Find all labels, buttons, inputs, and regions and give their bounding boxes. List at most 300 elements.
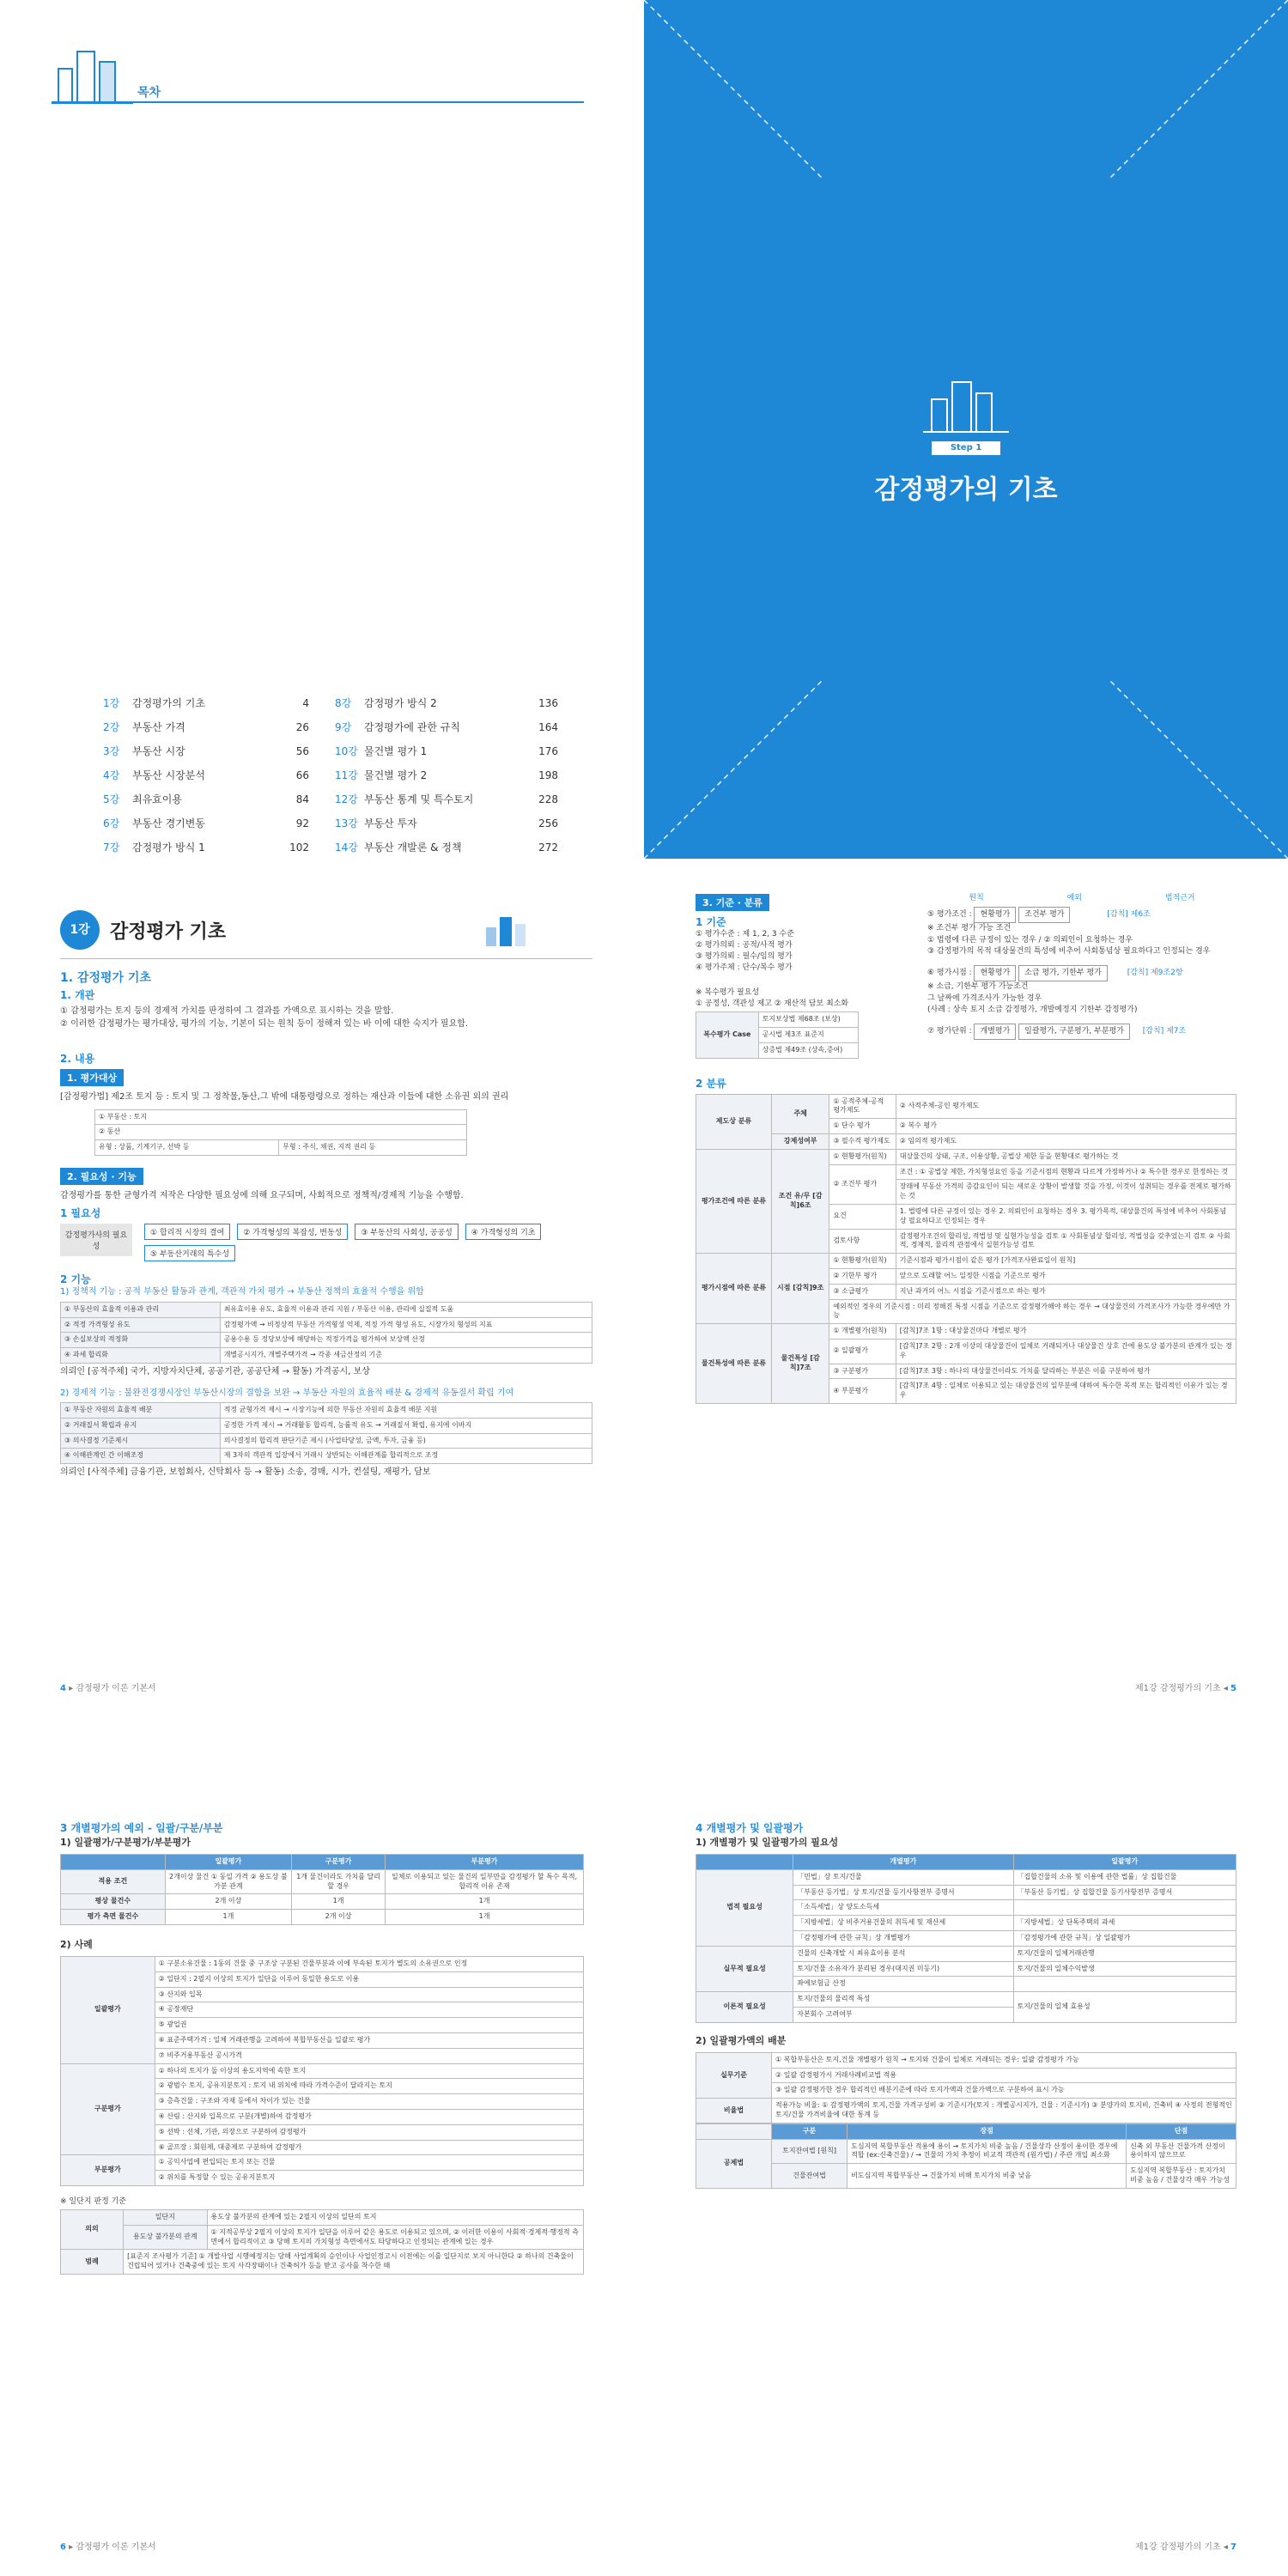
table-cell: 평가시점에 따른 분류 — [696, 1254, 772, 1324]
cover-step-badge: Step 1 — [932, 441, 1000, 455]
table-header: 장점 — [848, 2123, 1127, 2139]
toc-item[interactable] — [335, 691, 558, 715]
table-cell: 토지/건물 소유자가 분리된 경우(대지권 미등기) — [793, 1961, 1013, 1977]
section-h1-1: 1. 개관 — [60, 989, 95, 1001]
table-cell: 신축 외 부동산 건물가격 산정이 용이하지 않으므로 — [1127, 2139, 1236, 2164]
table-row — [696, 2164, 1236, 2189]
alloc-heading: 2) 일괄평가액의 배분 — [696, 2034, 787, 2046]
table-cell: 물건특성 [감칙]7조 — [772, 1324, 829, 1404]
basis-item: ④ 평가주체 : 단수/복수 평가 — [696, 963, 793, 973]
subsection-need: 2. 필요성 · 기능 — [60, 1168, 143, 1185]
table-cell: 물건특성에 따른 분류 — [696, 1324, 772, 1404]
table-row — [696, 1254, 1236, 1269]
toc-list-left — [103, 691, 309, 859]
toc-page: 256 — [538, 817, 558, 829]
table-row — [696, 2099, 1236, 2123]
toc-page: 164 — [538, 721, 558, 733]
table-cell: 공정한 가격 제시 → 거래활동 합리적, 능률적 유도 → 거래질서 확립, 유지에 이바지 — [220, 1418, 592, 1433]
table-row — [61, 1418, 592, 1433]
table-row — [61, 1910, 584, 1925]
toc-chapter: 10강 — [335, 745, 358, 757]
table-cell: 예외적인 경우의 기준시점 : 미리 정해진 특정 시점을 기준으로 감정평가해야 하는 경우 → 대상물건의 가격조사가 가능한 경우에만 가능 — [829, 1299, 1236, 1324]
table-cell: ⑥ 표준주택가격 : 일체 거래관행을 고려하여 복합부동산을 일괄로 평가 — [155, 2032, 583, 2048]
table-cell: ② 조건부 평가 — [829, 1164, 896, 1204]
table-cell: 1개 — [386, 1894, 584, 1910]
table-cell: 자본회수 고려여부 — [793, 2007, 1013, 2022]
table-row — [61, 2063, 584, 2079]
table-cell: 1개 — [386, 1910, 584, 1925]
table-cell: ② 위치를 특정할 수 있는 공유지분토지 — [155, 2171, 583, 2186]
table-row — [696, 1324, 1236, 1340]
table-cell: ④ 부분평가 — [829, 1379, 896, 1404]
table-cell: 일단지 — [124, 2209, 207, 2225]
toc-item[interactable] — [103, 739, 309, 763]
table-cell: ① 부동산의 효율적 이용과 관리 — [61, 1302, 221, 1317]
table-cell: ④ 과세 합리화 — [61, 1348, 221, 1364]
table-cell: ③ 손실보상의 적정화 — [61, 1333, 221, 1348]
table-cell: ③ 일괄 감정평가한 경우 합리적인 배분기준에 따라 토지가액과 건물가액으로 구분하여 표시 가능 — [772, 2083, 1236, 2099]
toc-label: 부동산 시장 — [132, 745, 185, 757]
hdr-principle: 원칙 — [969, 894, 984, 902]
toc-label: 부동산 투자 — [364, 817, 417, 829]
table-cell: ② 적정 가격형성 유도 — [61, 1317, 221, 1333]
table-cell: 용도상 불가분의 관계에 있는 2필지 이상의 일단의 토지 — [207, 2209, 583, 2225]
table-cell: 건물의 신축개발 시 최유효이용 분석 — [793, 1946, 1013, 1961]
toc-item[interactable] — [103, 763, 309, 787]
subsection-target: 1. 평가대상 — [60, 1069, 124, 1086]
table-cell: 비도심지역 복합부동산 → 건물가치 비해 토지가치 비중 낮음 — [848, 2164, 1127, 2189]
need-box: 감정평가사의 필요성 — [60, 1224, 132, 1256]
case-heading: 2) 사례 — [60, 1938, 93, 1950]
table-cell: 공제법 — [696, 2139, 772, 2188]
table-cell: 앞으로 도래할 어느 일정한 시점을 기준으로 평가 — [896, 1268, 1236, 1284]
toc-page: 228 — [538, 793, 558, 805]
table-cell: ① 구분소유건물 : 1동의 건물 중 구조상 구분된 건물부분과 이에 부속된 토지가 별도의 소유권으로 인정 — [155, 1956, 583, 1971]
case-table — [60, 1956, 584, 2186]
table-row — [696, 1855, 1236, 1870]
table-cell: 이론적 필요성 — [696, 1992, 793, 2023]
table-cell: ② 일단지 : 2필지 이상의 토지가 일단을 이루어 동일한 용도로 이용 — [155, 1971, 583, 1987]
toc-chapter: 6강 — [103, 817, 120, 829]
table-cell: 실무기준 — [696, 2052, 772, 2098]
toc-item[interactable] — [103, 835, 309, 859]
table-cell: 「집합건물의 소유 및 이용에 관한 법률」상 집합건물 — [1013, 1869, 1236, 1885]
ill-note: ※ 일단지 판정 기준 — [60, 2196, 126, 2206]
table-cell: 의사결정의 합리적 판단기준 제시 (사업타당성, 금액, 투자, 금융 등) — [220, 1433, 592, 1449]
table-row — [696, 2052, 1236, 2068]
table-cell: [감칙]7조 2항 : 2개 이상의 대상물건이 일체로 거래되거나 대상물건 상호 간에 용도상 불가분의 관계가 있는 경우 — [896, 1339, 1236, 1364]
section-h1: 1) 일괄평가/구분평가/부분평가 — [60, 1837, 191, 1848]
table-cell: 2개 이상 — [165, 1894, 291, 1910]
toc-chapter: 4강 — [103, 769, 120, 781]
table-cell: 도심지역 복합부동산 : 토지가치 비중 높음 / 건물상각 매우 가능성 — [1127, 2164, 1236, 2189]
table-header: 개별평가 — [793, 1855, 1013, 1870]
table-cell: ③ 층측건물 : 구조와 자재 등에서 차이가 있는 건물 — [155, 2094, 583, 2110]
toc-chapter: 2강 — [103, 721, 120, 733]
table-cell: 토지/건물의 물리적 특성 — [793, 1992, 1013, 2008]
toc-item[interactable] — [103, 811, 309, 835]
table-cell: 제도상 분류 — [696, 1094, 772, 1149]
table-row — [61, 1403, 592, 1419]
table-cell: 요건 — [829, 1204, 896, 1229]
table-cell: 제 3자의 객관적 입장에서 거래시 상반되는 이해관계를 합리적으로 조정 — [220, 1449, 592, 1464]
toc-label: 부동산 가격 — [132, 721, 185, 733]
table-cell: 공용수용 등 정당보상에 해당하는 적정가격을 평가하여 보상액 산정 — [220, 1333, 592, 1348]
table-cell: 검토사항 — [829, 1229, 896, 1254]
table-header — [696, 1855, 793, 1870]
table-cell: 실무적 필요성 — [696, 1946, 793, 1991]
table-cell: 적용가능 비율: ① 감정평가액의 토지,건물 가격구성비 ② 기준시가(토지 : 개별공시지가, 건물 : 기준시가) ③ 분양가의 토지비, 건축비 ④ 사정의 전형적인 토지/건물 가격비율에 대한 통계 등 — [772, 2099, 1236, 2123]
table-cell: ① 단수 평가 — [829, 1119, 896, 1134]
cover-page — [644, 0, 1288, 859]
table-cell: 시점 [감칙]9조 — [772, 1254, 829, 1324]
table-row — [696, 1133, 1236, 1149]
table-cell: 토지/건물의 일체거래관행 — [1013, 1946, 1236, 1961]
table-cell: 평가조건에 따른 분류 — [696, 1149, 772, 1253]
need-item: ⑤ 부동산거래의 특수성 — [144, 1245, 235, 1261]
table-cell: 기준시점과 평가시점이 같은 평가 [가격조사완료일이 원칙] — [896, 1254, 1236, 1269]
toc-chapter: 3강 — [103, 745, 120, 757]
toc-page: 176 — [538, 745, 558, 757]
lecture-page-6 — [0, 1717, 644, 2576]
table-cell: 「감정평가에 관한 규칙」상 일괄평가 — [1013, 1930, 1236, 1946]
table-cell: ① 부동산 자원의 효율적 배분 — [61, 1403, 221, 1419]
need-item: ② 가격형성의 복잡성, 변동성 — [237, 1224, 348, 1240]
table-cell: 2개 이상 — [292, 1910, 386, 1925]
table-cell: ④ 이해관계인 간 이해조정 — [61, 1449, 221, 1464]
table-cell: 대상물건의 상태, 구조, 이용상황, 공법상 제한 등을 현황대로 평가하는 것 — [896, 1149, 1236, 1164]
table-cell: 범례 — [61, 2250, 124, 2275]
table-cell: [감칙]7조 3항 : 하나의 대상물건이라도 가치를 달리하는 부분은 이를 구분하여 평가 — [896, 1364, 1236, 1379]
page-footer: 4 ▸ 감정평가 이론 기본서 — [60, 1684, 156, 1693]
table-row — [61, 1333, 592, 1348]
table-row — [696, 1992, 1236, 2008]
toc-list-right — [335, 691, 558, 859]
toc-label: 물건별 평가 2 — [364, 769, 428, 781]
section-h: 4 개별평가 및 일괄평가 — [696, 1822, 804, 1834]
table-cell: 개별공시지가, 개별주택가격 → 각종 세금산정의 기준 — [220, 1348, 592, 1364]
toc-chapter: 7강 — [103, 841, 120, 854]
table-cell: 「지방세법」상 비주거용건물의 취득세 및 재산세 — [793, 1916, 1013, 1931]
class-table — [696, 1094, 1236, 1404]
toc-label: 부동산 경기변동 — [132, 817, 205, 829]
table-row — [61, 1855, 584, 1870]
toc-label: 부동산 통계 및 특수토지 — [364, 793, 474, 805]
table-cell: 「민법」상 토지/건물 — [793, 1869, 1013, 1885]
table-header: 단점 — [1127, 2123, 1236, 2139]
table-cell: [감칙]7조 1항 : 대상물건마다 개별로 평가 — [896, 1324, 1236, 1340]
ill-table — [60, 2209, 584, 2275]
table-row — [61, 1302, 592, 1317]
table-cell: 도심지역 복합부동산 적용에 용이 → 토지가치 비중 높음 / 건물상각 산정이 용이한 경우에 적합 (ex:신축건물) / → 건물의 가치 추정이 비교적 객관적 (원가법) / 주관 개입 최소화 — [848, 2139, 1127, 2164]
table-cell: ③ 소급평가 — [829, 1284, 896, 1299]
section-h: 3 개별평가의 예외 - 일괄/구분/부분 — [60, 1822, 223, 1834]
table-cell: 적정 균형가격 제시 → 시장기능에 의한 부동산 자원의 효율적 배분 지원 — [220, 1403, 592, 1419]
alloc-table — [696, 2052, 1236, 2123]
plural-items: ① 공정성, 객관성 제고 ② 재산적 담보 최소화 — [696, 999, 849, 1009]
table-cell: 조건 : ① 공법상 제한, 가치형성요인 등을 기준시점의 현황과 다르게 가정하거나 ② 특수한 경우로 한정하는 것 — [896, 1164, 1236, 1180]
table-row — [61, 1449, 592, 1464]
toc-item[interactable] — [103, 787, 309, 811]
plural-need: ※ 복수평가 필요성 — [696, 988, 760, 998]
func1-table — [60, 1302, 592, 1364]
need-text: 감정평가를 통한 균형가격 저작은 다양한 필요성에 의해 요구되며, 사회적으로 정책적/경제적 기능을 수행함. — [60, 1190, 464, 1200]
toc-chapter: 8강 — [335, 697, 352, 709]
toc-chapter: 13강 — [335, 817, 358, 829]
toc-title: 목차 — [137, 86, 161, 100]
table-cell: ① 공익사업에 편입되는 토지 또는 건물 — [155, 2155, 583, 2171]
table-row — [61, 1433, 592, 1449]
toc-underline — [52, 101, 584, 103]
table-cell: 비율법 — [696, 2099, 772, 2123]
table-header: 구분평가 — [292, 1855, 386, 1870]
func2-title: 2) 경제적 기능 : 불완전경쟁시장인 부동산시장의 결함을 보완 → 부동산 자원의 효율적 배분 & 경제적 유동질서 확립 기여 — [60, 1388, 514, 1398]
table-cell: 용도상 불가분의 관계 — [124, 2225, 207, 2250]
table-cell: 강제성여부 — [772, 1133, 829, 1149]
table-cell: ② 임의적 평가제도 — [896, 1133, 1236, 1149]
header-building-icon — [481, 914, 550, 948]
toc-item[interactable] — [335, 739, 558, 763]
intro-1: ① 감정평가는 토지 등의 경제적 가치를 판정하여 그 결과를 가액으로 표시하는 것을 말함. — [60, 1006, 394, 1016]
table-row — [696, 2123, 1236, 2139]
table-cell: ② 일괄 감정평가시 거래사례비교법 적용 — [772, 2068, 1236, 2083]
toc-chapter: 5강 — [103, 793, 120, 805]
need-item: ③ 부동산의 사회성, 공공성 — [355, 1224, 458, 1240]
need-table — [696, 1854, 1236, 2023]
table-header: 일괄평가 — [1013, 1855, 1236, 1870]
table-cell: ① 개별평가(원칙) — [829, 1324, 896, 1340]
table-row — [61, 1956, 584, 1971]
section-h2: 2. 내용 — [60, 1053, 95, 1065]
table-cell: 「감정평가에 관한 규칙」상 개별평가 — [793, 1930, 1013, 1946]
table-cell: 조건 유/무 [감칙]6조 — [772, 1149, 829, 1253]
table-cell: ② 기한부 평가 — [829, 1268, 896, 1284]
table-row — [696, 1149, 1236, 1164]
table-header: 일괄평가 — [165, 1855, 291, 1870]
table-cell: 1개 — [165, 1910, 291, 1925]
table-cell: ① 복합부동산은 토지,건물 개별평가 원칙 → 토지와 건물이 일체로 거래되는 경우: 일괄 감정평가 가능 — [772, 2052, 1236, 2068]
table-cell: ② 일괄평가 — [829, 1339, 896, 1364]
table-cell: 1. 법령에 다른 규정이 있는 경우 2. 의뢰인이 요청하는 경우 3. 평가목적, 대상물건의 특성에 비추어 사회통념상 필요하다고 인정되는 경우 — [896, 1204, 1236, 1229]
cover-building-icon — [923, 378, 1009, 438]
table-row — [696, 1946, 1236, 1961]
func2-note: 의뢰인 [사적주체] 금융기관, 보험회사, 신탁회사 등 → 활동) 소송, 경매, 시가, 컨설팅, 재평가, 담보 — [60, 1467, 431, 1478]
table-cell — [1013, 1900, 1236, 1916]
table-row — [61, 1348, 592, 1364]
table-cell: 부분평가 — [61, 2155, 155, 2186]
toc-item[interactable] — [103, 715, 309, 739]
toc-chapter: 11강 — [335, 769, 358, 781]
toc-item[interactable] — [335, 787, 558, 811]
table-cell: 「지방세법」상 단독주택의 과세 — [1013, 1916, 1236, 1931]
table-cell: 일체로 이용되고 있는 물건의 일부만을 감정평가 할 특수 목적,합리적 이유 존재 — [386, 1869, 584, 1894]
table-row — [61, 1317, 592, 1333]
table-cell: ① 지적공부상 2필지 이상의 토지가 일단을 이루어 같은 용도로 이용되고 있으며, ② 이러한 이용이 사회적·경제적·행정적 측면에서 합리적이고 ③ 당해 토지의 가치형성 측면에서도 타당하다고 인정되는 관계에 있는 경우 — [207, 2225, 583, 2250]
basis-heading: 1 기준 — [696, 916, 726, 928]
toc-page: 66 — [295, 769, 309, 781]
table-cell: ② 사적주체-공인 평가제도 — [896, 1094, 1236, 1119]
compare-table — [60, 1854, 584, 1925]
toc-item[interactable] — [335, 835, 558, 859]
basis-item: ② 평가의뢰 : 공적/사적 평가 — [696, 941, 793, 951]
toc-item[interactable] — [335, 715, 558, 739]
page-footer: 6 ▸ 감정평가 이론 기본서 — [60, 2543, 156, 2552]
lecture-title: 감정평가 기초 — [110, 920, 227, 943]
table-cell — [1013, 1977, 1236, 1992]
building-logo-icon — [52, 34, 133, 112]
page-footer: 제1강 감정평가의 기초 ◂ 5 — [1134, 1684, 1236, 1693]
table-cell: ① 현황평가(원칙) — [829, 1254, 896, 1269]
table-cell: 토지/건물의 일체 효용성 — [1013, 1992, 1236, 2023]
case-table: 복수평가 Case 토지보상법 제68조 (보상) 공시법 제3조 표준지 상증법 제49조 (상속,증여) — [696, 1012, 859, 1058]
table-cell: ④ 공장재단 — [155, 2002, 583, 2018]
lecture-page-5: 3. 기준 · 분류 1 기준 ① 평가수준 : 제 1, 2, 3 수준 ② 평가의뢰 : 공적/사적 평가 ③ 평가의뢰 : 필수/임의 평가 ④ 평가주체 : 단수/복수 평가 ※ 복수평가 필요성 ① 공정성, 객관성 제고 ② 재산적 담보 최소화 복수평가 Case 토지보상법 제68조 (보상) 공시법 제3조 표준지 상증법 제49조 (상속,증여) 원칙 예외 법적근거 ⑤ 평가조건 : 현황평가 조건부 평가 [감칙] 제6조 ※ 조건부 평가 가능 조건 ① 법령에 다른 규정이 있는 경우 / ② 의뢰인이 요청하는 경우 ③ 감정평가의 목적 대상물건의 특성에 비추어 사회통념상 필요하다고 인정되는 경우 ⑥ 평가시점 : 현황평가 소급 평가, 기한부 평가 [감칙] 제9조2항 ※ 소급, 기한부 평가 가능조건 그 날짜에 가격조사가 가능한 경우 (사례 : 상속 토지 소급 감정평가, 개발예정지 기한부 감정평가) ⑦ 평가단위 : 개별평가 일괄평가, 구분평가, 부분평가 [감칙] 제7조 2 분류 제도상 분류 주체 ① 공적주체-공적 평가제도 ② 사적주체-공인 평가제도 ① 단수 평가 ② 복수 평가 강제성여부 ③ 필수적 평가제도 ② 임의적 평가제도 평가조건에 따른 분류 조건 유/무 [감칙]6조 ① 현황평가(원칙) 대상물건의 상태, 구조, 이용상황, 공법상 제한 등을 현황대로 평가하는 것 ② 조건부 평가 조건 : ① 공법상 제한, 가치형성요인 등을 기준시점의 현황과 다르게 가정하거나 ② 특수한 경우로 한정하는 것 장래에 부동산 가격의 증감요인이 되는 새로운 상황이 발생할 것을 가정, 이것이 성취되는 경우를 전제로 평가하는 것 요건 1. 법령에 다른 규정이 있는 경우 2. 의뢰인이 요청하는 경우 3. 평가목적, 대상물건의 특성에 비추어 사회통념상 필요하다고 인정되는 경우 검토사항 감정평가조건의 합리성, 적법성 및 실현가능성을 검토 ① 사회통념상 합리성, 적법성을 갖추었는지 검토 ② 사회적, 경제적, 물리적 관점에서 실현가능성 검토 평가시점에 따른 분류 시점 [감칙]9조 ① 현황평가(원칙) 기준시점과 평가시점이 같은 평가 [가격조사완료일이 원칙] ② 기한부 평가 앞으로 도래할 어느 일정한 시점을 기준으로 평가 ③ 소급평가 지난 과거의 어느 시점을 기준시점으로 하는 평가 예외적인 경우의 기준시점 : 미리 정해진 특정 시점을 기준으로 감정평가해야 하는 경우 → 대상물건의 가격조사가 가능한 경우에만 가능 물건특성에 따른 분류 물건특성 [감칙]7조 ① 개별평가(원칙) [감칙]7조 1항 : 대상물건마다 개별로 평가 ② 일괄평가 [감칙]7조 2항 : 2개 이상의 대상물건이 일체로 거래되거나 대상물건 상호 간에 용도상 불가분의 관계가 있는 경우 ③ 구분평가 [감칙]7조 3항 : 하나의 대상물건이라도 가치를 달리하는 부분은 이를 구분하여 평가 ④ 부분평가 [감칙]7조 4항 : 일체로 이용되고 있는 대상물건의 일부분에 대하여 특수한 목적 또는 합리적인 이유가 있는 경우 제1강 감정평가의 기초 ◂ 5 — [644, 859, 1288, 1717]
table-cell: 좌에보험금 산정 — [793, 1977, 1013, 1992]
need-item: ① 합리적 시장의 결여 — [144, 1224, 230, 1240]
toc-page: 84 — [295, 793, 309, 805]
table-cell: 의의 — [61, 2209, 124, 2249]
lecture-page-4 — [0, 859, 644, 1717]
target-table: ① 부동산 : 토지 ② 동산 유형 : 상품, 기계기구, 선박 등 무형 : 주식, 채권, 지적 권리 등 — [94, 1109, 467, 1156]
table-cell: 건물잔여법 — [772, 2164, 848, 2189]
table-row — [696, 1094, 1236, 1119]
class-heading: 2 분류 — [696, 1077, 726, 1090]
lecture-badge: 1강 — [60, 910, 100, 950]
table-row — [61, 2225, 584, 2250]
need-item: ④ 가격형성의 기초 — [465, 1224, 542, 1240]
section-basis-class: 3. 기준 · 분류 — [696, 894, 769, 911]
table-cell: 감정평가조건의 합리성, 적법성 및 실현가능성을 검토 ① 사회통념상 합리성, 적법성을 갖추었는지 검토 ② 사회적, 경제적, 물리적 관점에서 실현가능성 검토 — [896, 1229, 1236, 1254]
toc-item[interactable] — [335, 811, 558, 835]
table-cell: 1개 물건이라도 가치를 달리할 경우 — [292, 1869, 386, 1894]
table-cell — [696, 2123, 772, 2139]
toc-page — [0, 0, 644, 859]
table-row — [696, 1869, 1236, 1885]
toc-chapter: 12강 — [335, 793, 358, 805]
table-cell: 지난 과거의 어느 시점을 기준시점으로 하는 평가 — [896, 1284, 1236, 1299]
table-cell: 장래에 부동산 가격의 증감요인이 되는 새로운 상황이 발생할 것을 가정, 이것이 성취되는 경우를 전제로 평가하는 것 — [896, 1180, 1236, 1205]
hdr-law: 법적근거 — [1164, 894, 1195, 902]
basis-item: ① 평가수준 : 제 1, 2, 3 수준 — [696, 930, 794, 939]
toc-label: 부동산 개발론 & 정책 — [364, 841, 462, 854]
table-cell: 「부동산 등기법」상 토지/건물 등기사항전부 증명서 — [793, 1885, 1013, 1900]
toc-page: 136 — [538, 697, 558, 709]
table-cell: ⑥ 골프장 : 회원제, 대중제로 구분하여 감정평가 — [155, 2140, 583, 2155]
toc-page: 56 — [295, 745, 309, 757]
table-cell: 일괄평가 — [61, 1956, 155, 2063]
intro-2: ② 이러한 감정평가는 평가대상, 평가의 기능, 기본이 되는 원칙 등이 정해져 있는 바 이에 대한 숙지가 필요함. — [60, 1018, 469, 1029]
toc-label: 부동산 시장분석 — [132, 769, 205, 781]
toc-chapter: 14강 — [335, 841, 358, 854]
table-cell: ② 거래질서 확립과 유지 — [61, 1418, 221, 1433]
table-cell: ③ 구분평가 — [829, 1364, 896, 1379]
table-cell: ⑤ 광업권 — [155, 2018, 583, 2033]
table-cell: 주체 — [772, 1094, 829, 1133]
table-header: 부분평가 — [386, 1855, 584, 1870]
table-cell: ⑦ 비주거용부동산 공시가격 — [155, 2048, 583, 2063]
section-h1: 1. 감정평가 기초 — [60, 971, 151, 985]
table-row — [696, 2068, 1236, 2083]
table-cell: ④ 산림 : 산지와 입목으로 구분(개별)하여 감정평가 — [155, 2109, 583, 2124]
table-header: 구분 — [772, 2123, 848, 2139]
table-cell: ① 현황평가(원칙) — [829, 1149, 896, 1164]
toc-page: 198 — [538, 769, 558, 781]
toc-page: 272 — [538, 841, 558, 854]
func2-table — [60, 1402, 592, 1464]
table-row — [61, 1869, 584, 1894]
table-row — [696, 2083, 1236, 2099]
table-cell: 토지/건물의 일체수익발생 — [1013, 1961, 1236, 1977]
lecture-page-7 — [644, 1717, 1288, 2576]
toc-item[interactable] — [103, 691, 309, 715]
table-cell: ⑤ 선박 : 선체, 기관, 의장으로 구분하여 감정평가 — [155, 2124, 583, 2140]
table-cell: ② 복수 평가 — [896, 1119, 1236, 1134]
basis-item: ③ 평가의뢰 : 필수/임의 평가 — [696, 952, 793, 962]
toc-label: 최유효이용 — [132, 793, 182, 805]
page-footer: 제1강 감정평가의 기초 ◂ 7 — [1134, 2543, 1236, 2552]
section-h1: 1) 개별평가 및 일괄평가의 필요성 — [696, 1837, 839, 1848]
need-heading: 1 필요성 — [60, 1207, 101, 1220]
toc-item[interactable] — [335, 763, 558, 787]
table-cell: 토지잔여법 [원칙] — [772, 2139, 848, 2164]
table-cell: ① 공적주체-공적 평가제도 — [829, 1094, 896, 1119]
table-cell: 1개 — [292, 1894, 386, 1910]
table-cell: 「소득세법」상 양도소득세 — [793, 1900, 1013, 1916]
table-cell: [표준지 조사평가 기준] ① 개발사업 시행예정지는 당해 사업계획의 승인이나 사업인정고시 이전에는 이를 일단지로 보지 아니한다 ② 하나의 건축물이 건립되어 있거나 건축중에 있는 토지 사각장태이나 건축허가 등을 받고 공사를 착수한 때 — [124, 2250, 584, 2275]
toc-label: 감정평가의 기초 — [132, 697, 205, 709]
table-cell: ③ 필수적 평가제도 — [829, 1133, 896, 1149]
table-row — [61, 1894, 584, 1910]
table-row — [61, 2250, 584, 2275]
func1-title: 1) 정책적 기능 : 공적 부동산 활동과 관계, 객관적 가치 평가 → 부동산 정책의 효율적 수행을 위함 — [60, 1287, 424, 1297]
table-cell: [감칙]7조 4항 : 일체로 이용되고 있는 대상물건의 일부분에 대하여 특수한 목적 또는 합리적인 이유가 있는 경우 — [896, 1379, 1236, 1404]
toc-chapter: 1강 — [103, 697, 120, 709]
table-cell: ② 광범수 토지, 공유지분토지 : 토지 내 위치에 따라 가격수준이 달라지는 토지 — [155, 2079, 583, 2094]
table-cell: 평가 측면 물건수 — [61, 1910, 166, 1925]
table-cell: ① 하나의 토지가 둘 이상의 용도지역에 속한 토지 — [155, 2063, 583, 2079]
table-row — [696, 2139, 1236, 2164]
table-cell: 최유효이용 유도, 효율적 이용과 관리 지원 / 부동산 이용, 관리에 실질적 도움 — [220, 1302, 592, 1317]
toc-page: 102 — [289, 841, 309, 854]
toc-label: 감정평가 방식 2 — [364, 697, 437, 709]
table-cell: 평상 물건수 — [61, 1894, 166, 1910]
toc-chapter: 9강 — [335, 721, 352, 733]
target-text: [감정평가법] 제2조 토지 등 : 토지 및 그 정착물,동산,그 밖에 대통령령으로 정하는 재산과 이들에 대한 소유권 외의 권리 — [60, 1092, 509, 1102]
table-cell: 법적 필요성 — [696, 1869, 793, 1946]
table-cell: 2개이상 물건 ① 동일 가격 ② 용도상 불가분 관계 — [165, 1869, 291, 1894]
toc-label: 감정평가에 관한 규칙 — [364, 721, 460, 733]
table-cell: 적용 조건 — [61, 1869, 166, 1894]
toc-page: 92 — [295, 817, 309, 829]
func1-note: 의뢰인 [공적주체] 국가, 지방자치단체, 공공기관, 공공단체 → 활동) 가격공시, 보상 — [60, 1367, 370, 1377]
toc-label: 감정평가 방식 1 — [132, 841, 205, 854]
table-header — [61, 1855, 166, 1870]
table-cell: ③ 산지와 입목 — [155, 1987, 583, 2002]
table-cell: 감정평가액 → 비정상적 부동산 가격형성 억제, 적정 가격 형성 유도, 시장가치 형성의 지표 — [220, 1317, 592, 1333]
table-row — [61, 2209, 584, 2225]
table-cell: ③ 의사결정 기준제시 — [61, 1433, 221, 1449]
header-rule — [60, 958, 592, 959]
table-cell: 「부동산 등기법」상 집합건물 등기사항전부 증명서 — [1013, 1885, 1236, 1900]
cover-title: 감정평가의 기초 — [874, 475, 1058, 505]
hdr-exception: 예외 — [1066, 894, 1082, 902]
func-heading: 2 기능 — [60, 1273, 91, 1286]
table-cell: 구분평가 — [61, 2063, 155, 2155]
toc-page: 26 — [295, 721, 309, 733]
toc-page: 4 — [302, 697, 309, 709]
table-row — [61, 2155, 584, 2171]
toc-label: 물건별 평가 1 — [364, 745, 428, 757]
